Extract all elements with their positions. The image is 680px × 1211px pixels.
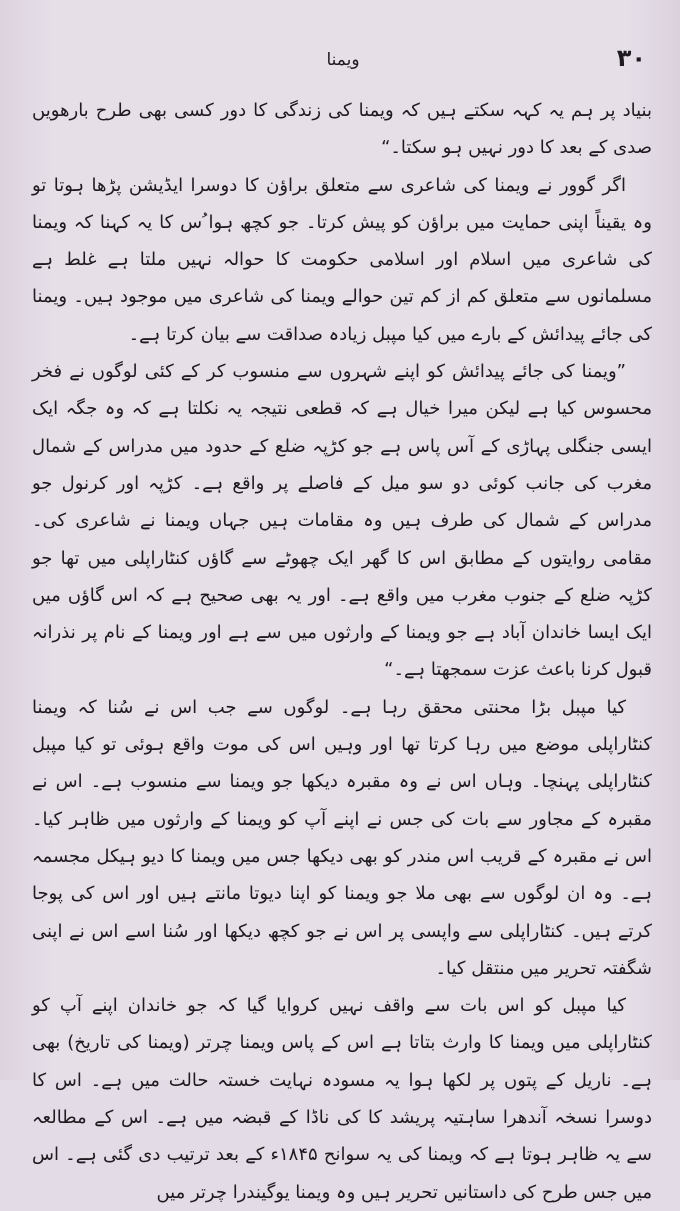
paragraph-3-quotation: ”ویمنا کی جائے پیدائش کو اپنے شہروں سے منسوب کر کے کئی لوگوں نے فخر محسوس کیا ہے لیکن میرا خیال ہے کہ قطعی نتیجہ یہ نکلتا ہے کہ وہ جگہ ایک ایسی جنگلی پہاڑی کے آس پاس ہے جو کڑپہ ضلع کے حدود میں مدراس کے شمال مغرب کی جانب کوئی دو سو میل کے فاصلے پر واقع ہے۔ کڑپہ اور کرنول جو مدراس کے شمال کی طرف ہیں وہ مقامات ہیں جہاں ویمنا نے شاعری کی۔ مقامی روایتوں کے مطابق اس کا گھر ایک چھوٹے سے گاؤں کنٹاراپلی میں تھا جو کڑپہ ضلع کے جنوب مغرب میں واقع ہے۔ اور یہ بھی صحیح ہے کہ اس گاؤں میں ایک ایسا خاندان آباد ہے جو ویمنا کے وارثوں میں سے ہے اور ویمنا کے نام پر نذرانہ قبول کرنا باعث عزت سمجھتا ہے۔“	[32, 361, 652, 681]
page-number: ۳۰	[616, 44, 646, 72]
paragraph-1: بنیاد پر ہم یہ کہہ سکتے ہیں کہ ویمنا کی زندگی کا دور کسی بھی طرح بارھویں صدی کے بعد کا دور نہیں ہو سکتا۔“	[32, 100, 652, 159]
paragraph-4: کیا مپبل بڑا محنتی محقق رہا ہے۔ لوگوں سے جب اس نے سُنا کہ ویمنا کنٹاراپلی موضع میں رہا کرتا تھا اور وہیں اس کی موت واقع ہوئی تو کیا مپبل کنٹاراپلی پہنچا۔ وہاں اس نے وہ مقبرہ دیکھا جو ویمنا سے منسوب ہے۔ اس نے مقبرہ کے مجاور سے بات کی جس نے اپنے آپ کو ویمنا کے وارثوں میں ظاہر کیا۔ اس نے مقبرہ کے قریب اس مندر کو بھی دیکھا جس میں ویمنا کا دیو ہیکل مجسمہ ہے۔ وہ ان لوگوں سے بھی ملا جو ویمنا کو اپنا دیوتا مانتے ہیں اور اس کی پوجا کرتے ہیں۔ کنٹاراپلی سے واپسی پر اس نے جو کچھ دیکھا اور سُنا اسے اس نے اپنی شگفتہ تحریر میں منتقل کیا۔	[32, 696, 652, 979]
running-title: ویمنا	[326, 50, 360, 70]
paragraph-2: اگر گوور نے ویمنا کی شاعری سے متعلق براؤن کا دوسرا ایڈیشن پڑھا ہوتا تو وہ یقیناً اپنی حمایت میں براؤن کو پیش کرتا۔ جو کچھ ہوا ُس کا یہ کہنا کہ ویمنا کی شاعری میں اسلام اور اسلامی حکومت کا حوالہ نہیں ملتا ہے غلط ہے مسلمانوں سے متعلق کم از کم تین حوالے ویمنا کی شاعری میں موجود ہیں۔ ویمنا کی جائے پیدائش کے بارے میں کیا مپبل زیادہ صداقت سے بیان کرتا ہے۔	[32, 174, 652, 345]
body-text	[32, 92, 652, 1211]
paragraph-5: کیا مپبل کو اس بات سے واقف نہیں کروایا گیا کہ جو خاندان اپنے آپ کو کنٹاراپلی میں ویمنا کا وارث بتاتا ہے اس کے پاس ویمنا چرتر (ویمنا کی تاریخ) بھی ہے۔ ناریل کے پتوں پر لکھا ہوا یہ مسودہ نہایت خستہ حالت میں ہے۔ اس کا دوسرا نسخہ آندھرا ساہتیہ پریشد کا کی ناڈا کے قبضہ میں ہے۔ اس کے مطالعہ سے یہ ظاہر ہوتا ہے کہ ویمنا کی یہ سوانح ۱۸۴۵ء کے بعد ترتیب دی گئی ہے۔ اس میں جس طرح کی داستانیں تحریر ہیں وہ ویمنا یوگیندرا چرتر میں	[32, 995, 652, 1203]
page-header	[40, 40, 646, 76]
